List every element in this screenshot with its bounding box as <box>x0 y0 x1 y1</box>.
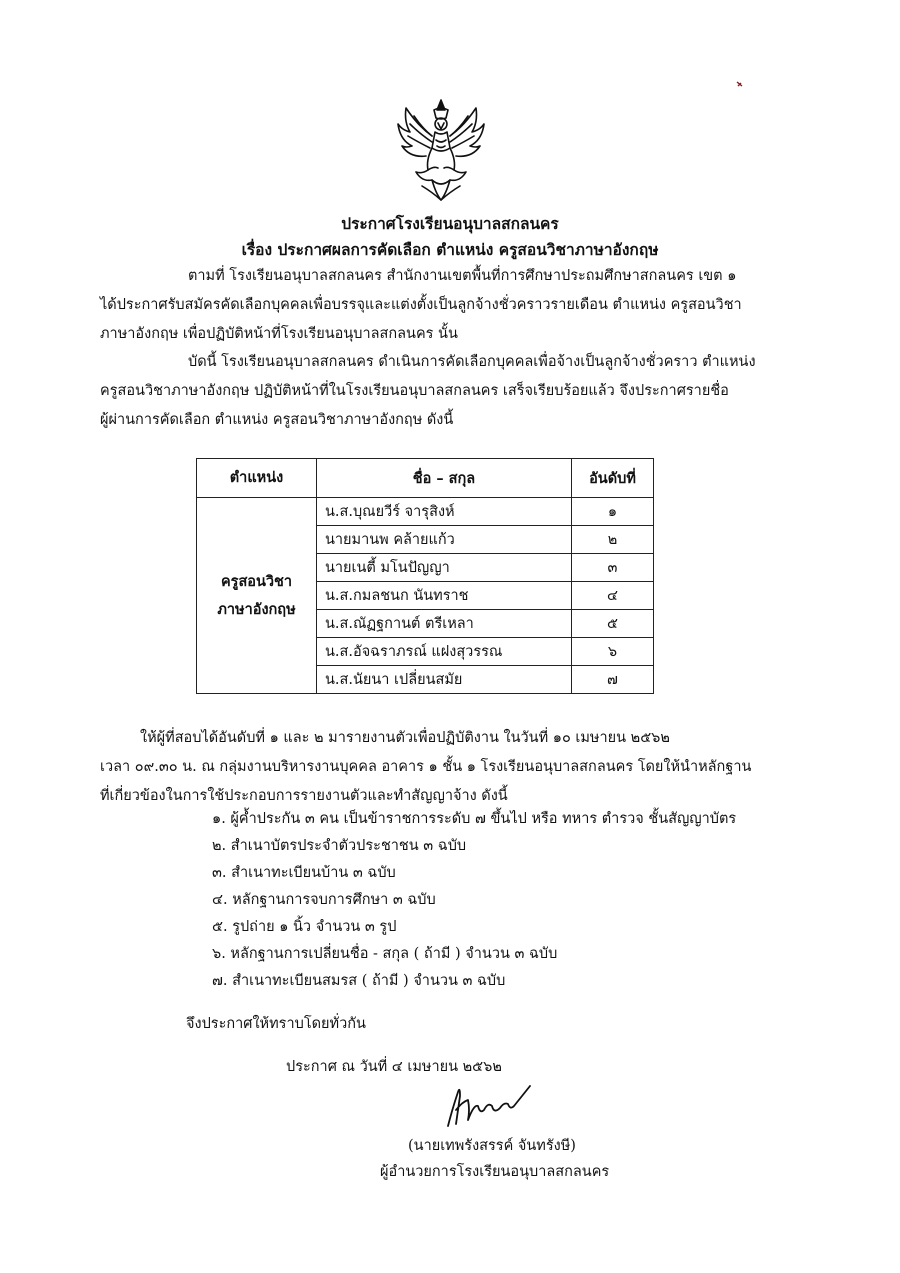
paragraph-report-line3: ที่เกี่ยวข้องในการใช้ประกอบการรายงานตัวและทำสัญญาจ้าง ดังนี้ <box>100 788 508 804</box>
candidate-name: น.ส.ณัฏฐกานต์ ตรีเหลา <box>317 610 572 638</box>
required-documents-list <box>212 806 736 995</box>
signer-name: (นายเทพรังสรรค์ จันทรังษี) <box>408 1138 576 1154</box>
paragraph-result <box>100 348 780 435</box>
results-table <box>196 458 654 694</box>
list-item: ๖. หลักฐานการเปลี่ยนชื่อ - สกุล ( ถ้ามี ) จำนวน ๓ ฉบับ <box>212 946 558 962</box>
candidate-rank: ๒ <box>572 526 654 554</box>
paragraph-intro-line2: ได้ประกาศรับสมัครคัดเลือกบุคคลเพื่อบรรจุและแต่งตั้งเป็นลูกจ้างชั่วคราวรายเดือน ตำแหน่ง ครูสอนวิชา <box>100 297 742 313</box>
candidate-name: น.ส.นัยนา เปลี่ยนสมัย <box>317 666 572 694</box>
paragraph-report <box>100 724 780 811</box>
paragraph-report-line1: ให้ผู้ที่สอบได้อันดับที่ ๑ และ ๒ มารายงานตัวเพื่อปฏิบัติงาน ในวันที่ ๑๐ เมษายน ๒๕๖๒ <box>140 730 670 746</box>
candidate-name: น.ส.กมลชนก นันทราช <box>317 582 572 610</box>
list-item: ๓. สำเนาทะเบียนบ้าน ๓ ฉบับ <box>212 865 396 881</box>
list-item: ๔. หลักฐานการจบการศึกษา ๓ ฉบับ <box>212 892 436 908</box>
header-rank: อันดับที่ <box>572 459 654 498</box>
paragraph-intro-line1: ตามที่ โรงเรียนอนุบาลสกลนคร สำนักงานเขตพื้นที่การศึกษาประถมศึกษาสกลนคร เขต ๑ <box>188 268 737 284</box>
closing-statement: จึงประกาศให้ทราบโดยทั่วกัน <box>186 1016 366 1032</box>
paragraph-result-line3: ผู้ผ่านการคัดเลือก ตำแหน่ง ครูสอนวิชาภาษาอังกฤษ ดังนี้ <box>100 412 454 428</box>
candidate-rank: ๓ <box>572 554 654 582</box>
header-position: ตำแหน่ง <box>197 459 317 498</box>
signer-title: ผู้อำนวยการโรงเรียนอนุบาลสกลนคร <box>380 1164 610 1180</box>
paragraph-report-line2: เวลา ๐๙.๓๐ น. ณ กลุ่มงานบริหารงานบุคคล อาคาร ๑ ชั้น ๑ โรงเรียนอนุบาลสกลนคร โดยให้นำหลักฐาน <box>100 759 752 775</box>
signature-icon <box>438 1080 538 1132</box>
position-line2: ภาษาอังกฤษ <box>217 600 296 618</box>
announcement-date: ประกาศ ณ วันที่ ๔ เมษายน ๒๕๖๒ <box>286 1059 502 1075</box>
header-name: ชื่อ – สกุล <box>317 459 572 498</box>
candidate-name: น.ส.อัจฉราภรณ์ แฝงสุวรรณ <box>317 638 572 666</box>
candidate-rank: ๖ <box>572 638 654 666</box>
list-item: ๕. รูปถ่าย ๑ นิ้ว จำนวน ๓ รูป <box>212 919 397 935</box>
list-item: ๒. สำเนาบัตรประจำตัวประชาชน ๓ ฉบับ <box>212 838 467 854</box>
ink-mark-icon <box>736 80 744 88</box>
position-line1: ครูสอนวิชา <box>220 572 293 590</box>
candidate-rank: ๗ <box>572 666 654 694</box>
paragraph-result-line1: บัดนี้ โรงเรียนอนุบาลสกลนคร ดำเนินการคัดเลือกบุคคลเพื่อจ้างเป็นลูกจ้างชั่วคราว ตำแหน่ง <box>188 354 756 370</box>
candidate-rank: ๔ <box>572 582 654 610</box>
candidate-name: นายเนตี้ มโนปัญญา <box>317 554 572 582</box>
announcement-title: ประกาศโรงเรียนอนุบาลสกลนคร <box>341 214 559 233</box>
table-header-row <box>197 459 654 498</box>
candidate-rank: ๕ <box>572 610 654 638</box>
position-cell <box>197 498 317 694</box>
list-item: ๑. ผู้ค้ำประกัน ๓ คน เป็นข้าราชการระดับ ๗ ขึ้นไป หรือ ทหาร ตำรวจ ชั้นสัญญาบัตร <box>212 811 737 827</box>
candidate-rank: ๑ <box>572 498 654 526</box>
garuda-emblem-icon <box>392 96 490 204</box>
announcement-subject: เรื่อง ประกาศผลการคัดเลือก ตำแหน่ง ครูสอนวิชาภาษาอังกฤษ <box>241 240 659 259</box>
table-row <box>197 498 654 526</box>
paragraph-intro <box>100 262 780 349</box>
candidate-name: นายมานพ คล้ายแก้ว <box>317 526 572 554</box>
paragraph-result-line2: ครูสอนวิชาภาษาอังกฤษ ปฏิบัติหน้าที่ในโรงเรียนอนุบาลสกลนคร เสร็จเรียบร้อยแล้ว จึงประกาศรายชื่อ <box>100 383 729 399</box>
list-item: ๗. สำเนาทะเบียนสมรส ( ถ้ามี ) จำนวน ๓ ฉบับ <box>212 973 506 989</box>
candidate-name: น.ส.บุณยวีร์ จารุสิงห์ <box>317 498 572 526</box>
paragraph-intro-line3: ภาษาอังกฤษ เพื่อปฏิบัติหน้าที่โรงเรียนอนุบาลสกลนคร นั้น <box>100 326 458 342</box>
